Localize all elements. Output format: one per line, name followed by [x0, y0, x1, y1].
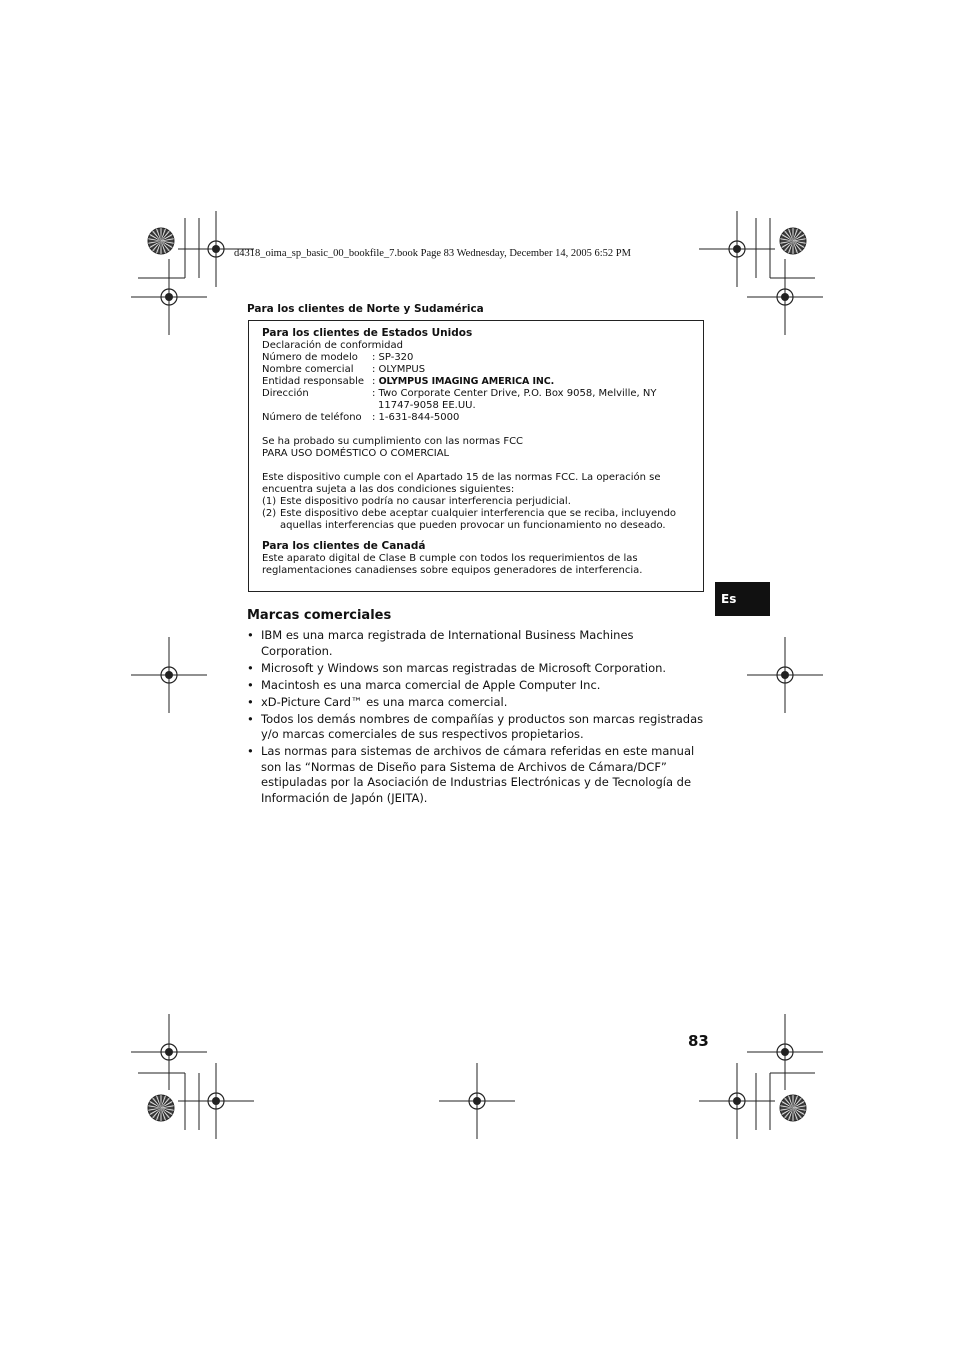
condition-item [262, 496, 702, 508]
page-number: 83 [688, 1032, 709, 1050]
info-value [372, 388, 702, 412]
bullet-icon: • [247, 694, 254, 709]
registration-mark-icon [131, 637, 207, 713]
registration-mark-icon [131, 259, 207, 335]
registration-mark-icon [747, 1014, 823, 1090]
registration-mark-icon [747, 259, 823, 335]
bullet-icon: • [247, 677, 254, 692]
value-prefix: : [372, 376, 379, 387]
canada-text: Este aparato digital de Clase B cumple con todos los requerimientos de las reglamentaciones canadienses sobre equipos generadores de interferencia. [262, 553, 643, 576]
registration-mark-icon [439, 1063, 515, 1139]
info-row-phone [262, 412, 702, 424]
condition-item [262, 508, 702, 532]
declaration-title: Declaración de conformidad [262, 340, 403, 351]
info-value: : SP-320 [372, 352, 414, 363]
fcc-tested-line: Se ha probado su cumplimiento con las normas FCC [262, 436, 524, 447]
registration-mark-icon [131, 1014, 207, 1090]
info-row-model [262, 352, 702, 364]
info-label: Nombre comercial [262, 364, 354, 375]
bullet-icon: • [247, 660, 254, 675]
starburst-registration-icon [780, 1095, 806, 1121]
list-item: • xD-Picture Card™ es una marca comercial. [247, 694, 508, 709]
info-value [372, 376, 702, 388]
list-item: • Todos los demás nombres de compañías y productos son marcas registradas y/o marcas comerciales de sus respectivos propietarios. [247, 711, 704, 741]
trademarks-title: Marcas comerciales [247, 608, 392, 623]
info-label: Número de modelo [262, 352, 358, 363]
info-value: : OLYMPUS [372, 364, 426, 375]
info-row-responsible-party [262, 376, 702, 388]
condition-text: Este dispositivo podría no causar interferencia perjudicial. [280, 496, 571, 507]
registration-mark-icon [747, 637, 823, 713]
registration-mark-icon [699, 211, 775, 287]
brand-logotype: OLYMPUS IMAGING AMERICA INC. [378, 376, 555, 387]
fcc-compliance-text: Este dispositivo cumple con el Apartado 15 de las normas FCC. La operación se encuentra sujeta a las dos condiciones siguientes: [262, 472, 661, 495]
fcc-declaration-box [248, 320, 704, 592]
info-value: : 1-631-844-5000 [372, 412, 460, 423]
condition-number: (2) [262, 508, 277, 519]
list-item: • Las normas para sistemas de archivos de cámara referidas en este manual son las “Normas de Diseño para Sistema de Archivos de Cámara/DCF” estipuladas por la Asociación de Industrias Electrónicas y de Tecnología de Información de Japón (JEITA). [247, 744, 695, 805]
condition-text: Este dispositivo debe aceptar cualquier interferencia que se reciba, incluyendo aquellas interferencias que pueden provocar un funcionamiento no deseado. [280, 508, 677, 531]
condition-number: (1) [262, 496, 277, 507]
list-item: • IBM es una marca registrada de International Business Machines Corporation. [247, 628, 634, 658]
info-label: Entidad responsable [262, 376, 365, 387]
info-row-trade-name [262, 364, 702, 376]
bullet-icon: • [247, 744, 254, 758]
language-tab: Es [715, 582, 770, 616]
section-heading: Para los clientes de Norte y Sudamérica [247, 303, 484, 315]
bullet-icon: • [247, 628, 254, 642]
list-item: • Microsoft y Windows son marcas registradas de Microsoft Corporation. [247, 660, 667, 675]
info-row-address [262, 388, 702, 412]
file-header-line: d4318_oima_sp_basic_00_bookfile_7.book Page 83 Wednesday, December 14, 2005 6:52 PM [234, 248, 631, 259]
address-line-1: : Two Corporate Center Drive, P.O. Box 9058, Melville, NY [372, 388, 657, 399]
bullet-icon: • [247, 711, 254, 726]
canada-title: Para los clientes de Canadá [262, 540, 426, 552]
starburst-registration-icon [780, 228, 806, 254]
trademarks-list [247, 628, 707, 808]
fcc-usage-line: PARA USO DOMÉSTICO O COMERCIAL [262, 448, 450, 459]
info-label: Dirección [262, 388, 309, 399]
registration-mark-icon [178, 1063, 254, 1139]
info-label: Número de teléfono [262, 412, 362, 423]
registration-mark-icon [699, 1063, 775, 1139]
starburst-registration-icon [148, 1095, 174, 1121]
list-item: • Macintosh es una marca comercial de Apple Computer Inc. [247, 677, 601, 692]
address-line-2: 11747-9058 EE.UU. [378, 400, 476, 411]
usa-box-title: Para los clientes de Estados Unidos [262, 327, 473, 339]
starburst-registration-icon [148, 228, 174, 254]
